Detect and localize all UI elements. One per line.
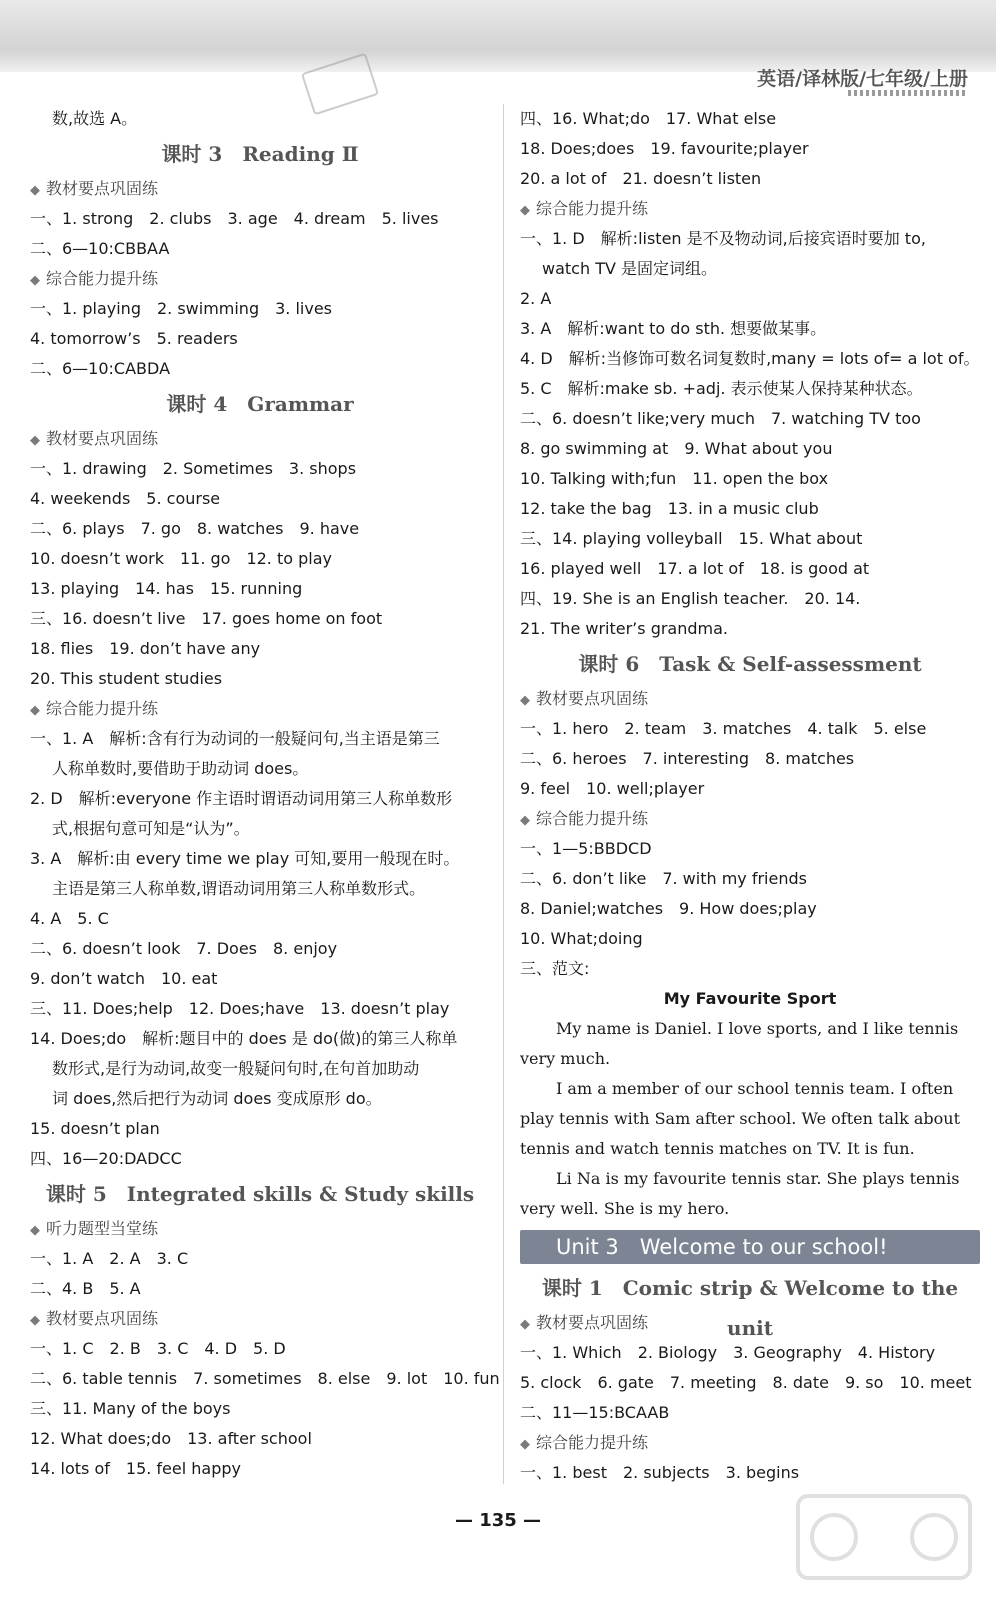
diamond-icon: ◆ [520, 1317, 530, 1332]
lesson-heading: 课时 5 Integrated skills & Study skills [45, 1182, 475, 1206]
answer-line: 5. clock 6. gate 7. meeting 8. date 9. so 10. meet [520, 1373, 972, 1392]
answer-line: 数,故选 A。 [52, 109, 138, 128]
answer-line: 8. go swimming at 9. What about you [520, 439, 833, 458]
answer-line: 二、6. table tennis 7. sometimes 8. else 9. lot 10. fun [30, 1369, 500, 1388]
section-subheading [30, 1304, 490, 1334]
subheading-text: 综合能力提升练 [536, 199, 649, 218]
answer-line: 数形式,是行为动词,故变一般疑问句时,在句首加助动 [52, 1059, 420, 1078]
diamond-icon: ◆ [30, 183, 40, 198]
top-band [0, 0, 996, 72]
answer-line: 一、1. drawing 2. Sometimes 3. shops [30, 459, 357, 478]
subheading-text: 教材要点巩固练 [46, 429, 159, 448]
answer-line: 4. A 5. C [30, 909, 109, 928]
answer-line: 主语是第三人称单数,谓语动词用第三人称单数形式。 [52, 879, 426, 898]
left-column [30, 104, 500, 1484]
answer-line: 3. A 解析:由 every time we play 可知,要用一般现在时。 [30, 849, 460, 868]
section-subheading [30, 264, 490, 294]
diamond-icon: ◆ [520, 693, 530, 708]
answer-line: 一、1. playing 2. swimming 3. lives [30, 299, 332, 318]
answer-line: 3. A 解析:want to do sth. 想要做某事。 [520, 319, 827, 338]
section-subheading [30, 424, 490, 454]
subheading-text: 综合能力提升练 [536, 809, 649, 828]
header-decoration [848, 90, 968, 96]
answer-line: 式,根据句意可知是“认为”。 [52, 819, 250, 838]
answer-line: 18. flies 19. don’t have any [30, 639, 261, 658]
answer-line: 5. C 解析:make sb. +adj. 表示使某人保持某种状态。 [520, 379, 923, 398]
answer-line: 一、1. strong 2. clubs 3. age 4. dream 5. lives [30, 209, 439, 228]
diamond-icon: ◆ [30, 433, 40, 448]
answer-line: 三、范文: [520, 959, 590, 978]
section-subheading [520, 194, 980, 224]
answer-line: 2. A [520, 289, 552, 308]
answer-line: 一、1. A 解析:含有行为动词的一般疑问句,当主语是第三 [30, 729, 440, 748]
answer-line: 一、1. C 2. B 3. C 4. D 5. D [30, 1339, 286, 1358]
answer-line: 二、11—15:BCAAB [520, 1403, 670, 1422]
lesson-heading: 课时 4 Grammar [166, 392, 354, 416]
answer-line: 4. tomorrow’s 5. readers [30, 329, 238, 348]
answer-line: 四、19. She is an English teacher. 20. 14. [520, 589, 861, 608]
answer-line: 三、14. playing volleyball 15. What about [520, 529, 863, 548]
answer-line: 一、1. D 解析:listen 是不及物动词,后接宾语时要加 to, [520, 229, 926, 248]
answer-line: 16. played well 17. a lot of 18. is good at [520, 559, 870, 578]
answer-line: 三、16. doesn’t live 17. goes home on foot [30, 609, 383, 628]
section-subheading [520, 1428, 980, 1458]
section-subheading [30, 1214, 490, 1244]
answer-line: 13. playing 14. has 15. running [30, 579, 303, 598]
diamond-icon: ◆ [30, 1313, 40, 1328]
essay-paragraph: My name is Daniel. I love sports, and I like tennis very much. [520, 1019, 959, 1068]
section-subheading [520, 684, 980, 714]
answer-line: 20. This student studies [30, 669, 223, 688]
subheading-text: 综合能力提升练 [536, 1433, 649, 1452]
answer-line: 10. doesn’t work 11. go 12. to play [30, 549, 332, 568]
answer-line: 14. lots of 15. feel happy [30, 1459, 241, 1478]
answer-line: 一、1. A 2. A 3. C [30, 1249, 189, 1268]
section-subheading [30, 174, 490, 204]
answer-line: 10. Talking with;fun 11. open the box [520, 469, 829, 488]
answer-line: 21. The writer’s grandma. [520, 619, 728, 638]
answer-line: watch TV 是固定词组。 [542, 259, 717, 278]
answer-line: 二、6. doesn’t like;very much 7. watching TV too [520, 409, 921, 428]
book-header: 英语/译林版/七年级/上册 [757, 68, 968, 90]
diamond-icon: ◆ [30, 703, 40, 718]
answer-line: 一、1—5:BBDCD [520, 839, 652, 858]
answer-line: 15. doesn’t plan [30, 1119, 160, 1138]
answer-line: 二、6—10:CABDA [30, 359, 171, 378]
answer-line: 二、6. don’t like 7. with my friends [520, 869, 807, 888]
answer-line: 10. What;doing [520, 929, 643, 948]
diamond-icon: ◆ [520, 203, 530, 218]
lesson-heading: 课时 6 Task & Self-assessment [578, 652, 922, 676]
unit-banner: Unit 3 Welcome to our school! [520, 1230, 980, 1264]
answer-line: 三、11. Does;help 12. Does;have 13. doesn’t play [30, 999, 450, 1018]
subheading-text: 教材要点巩固练 [46, 179, 159, 198]
page-number: — 135 — [454, 1510, 542, 1531]
answer-line: 9. don’t watch 10. eat [30, 969, 218, 988]
answer-line: 12. take the bag 13. in a music club [520, 499, 819, 518]
answer-line: 4. D 解析:当修饰可数名词复数时,many = lots of= a lot of。 [520, 349, 980, 368]
diamond-icon: ◆ [30, 1223, 40, 1238]
diamond-icon: ◆ [30, 273, 40, 288]
essay-title: My Favourite Sport [663, 989, 837, 1008]
lesson-heading: 课时 1 Comic strip & Welcome to the unit [541, 1276, 959, 1340]
subheading-text: 教材要点巩固练 [536, 689, 649, 708]
answer-line: 四、16. What;do 17. What else [520, 109, 777, 128]
answer-line: 20. a lot of 21. doesn’t listen [520, 169, 762, 188]
subheading-text: 听力题型当堂练 [46, 1219, 159, 1238]
answer-line: 14. Does;do 解析:题目中的 does 是 do(做)的第三人称单 [30, 1029, 458, 1048]
column-divider [503, 104, 504, 1484]
subheading-text: 教材要点巩固练 [536, 1313, 649, 1332]
diamond-icon: ◆ [520, 1437, 530, 1452]
watermark-logo [794, 1492, 974, 1582]
answer-line: 词 does,然后把行为动词 does 变成原形 do。 [52, 1089, 382, 1108]
section-subheading [30, 694, 490, 724]
answer-line: 一、1. best 2. subjects 3. begins [520, 1463, 800, 1482]
subheading-text: 教材要点巩固练 [46, 1309, 159, 1328]
subheading-text: 综合能力提升练 [46, 699, 159, 718]
answer-line: 8. Daniel;watches 9. How does;play [520, 899, 817, 918]
answer-line: 二、6. plays 7. go 8. watches 9. have [30, 519, 360, 538]
answer-line: 一、1. hero 2. team 3. matches 4. talk 5. else [520, 719, 927, 738]
answer-line: 四、16—20:DADCC [30, 1149, 182, 1168]
answer-line: 18. Does;does 19. favourite;player [520, 139, 809, 158]
answer-line: 9. feel 10. well;player [520, 779, 705, 798]
answer-line: 12. What does;do 13. after school [30, 1429, 312, 1448]
answer-line: 一、1. Which 2. Biology 3. Geography 4. History [520, 1343, 936, 1362]
answer-line: 二、4. B 5. A [30, 1279, 141, 1298]
answer-line: 三、11. Many of the boys [30, 1399, 231, 1418]
answer-line: 人称单数时,要借助于助动词 does。 [52, 759, 309, 778]
section-subheading [520, 804, 980, 834]
essay-paragraph: I am a member of our school tennis team. I often play tennis with Sam after school. We often talk about tennis and watch tennis matches on TV. It is fun. [520, 1079, 961, 1158]
answer-line: 二、6. doesn’t look 7. Does 8. enjoy [30, 939, 338, 958]
answer-line: 2. D 解析:everyone 作主语时谓语动词用第三人称单数形 [30, 789, 453, 808]
essay-paragraph: Li Na is my favourite tennis star. She plays tennis very well. She is my hero. [520, 1169, 960, 1218]
right-column [520, 104, 980, 1488]
answer-line: 二、6. heroes 7. interesting 8. matches [520, 749, 855, 768]
diamond-icon: ◆ [520, 813, 530, 828]
subheading-text: 综合能力提升练 [46, 269, 159, 288]
answer-line: 4. weekends 5. course [30, 489, 221, 508]
lesson-heading: 课时 3 Reading Ⅱ [161, 142, 359, 166]
answer-line: 二、6—10:CBBAA [30, 239, 170, 258]
